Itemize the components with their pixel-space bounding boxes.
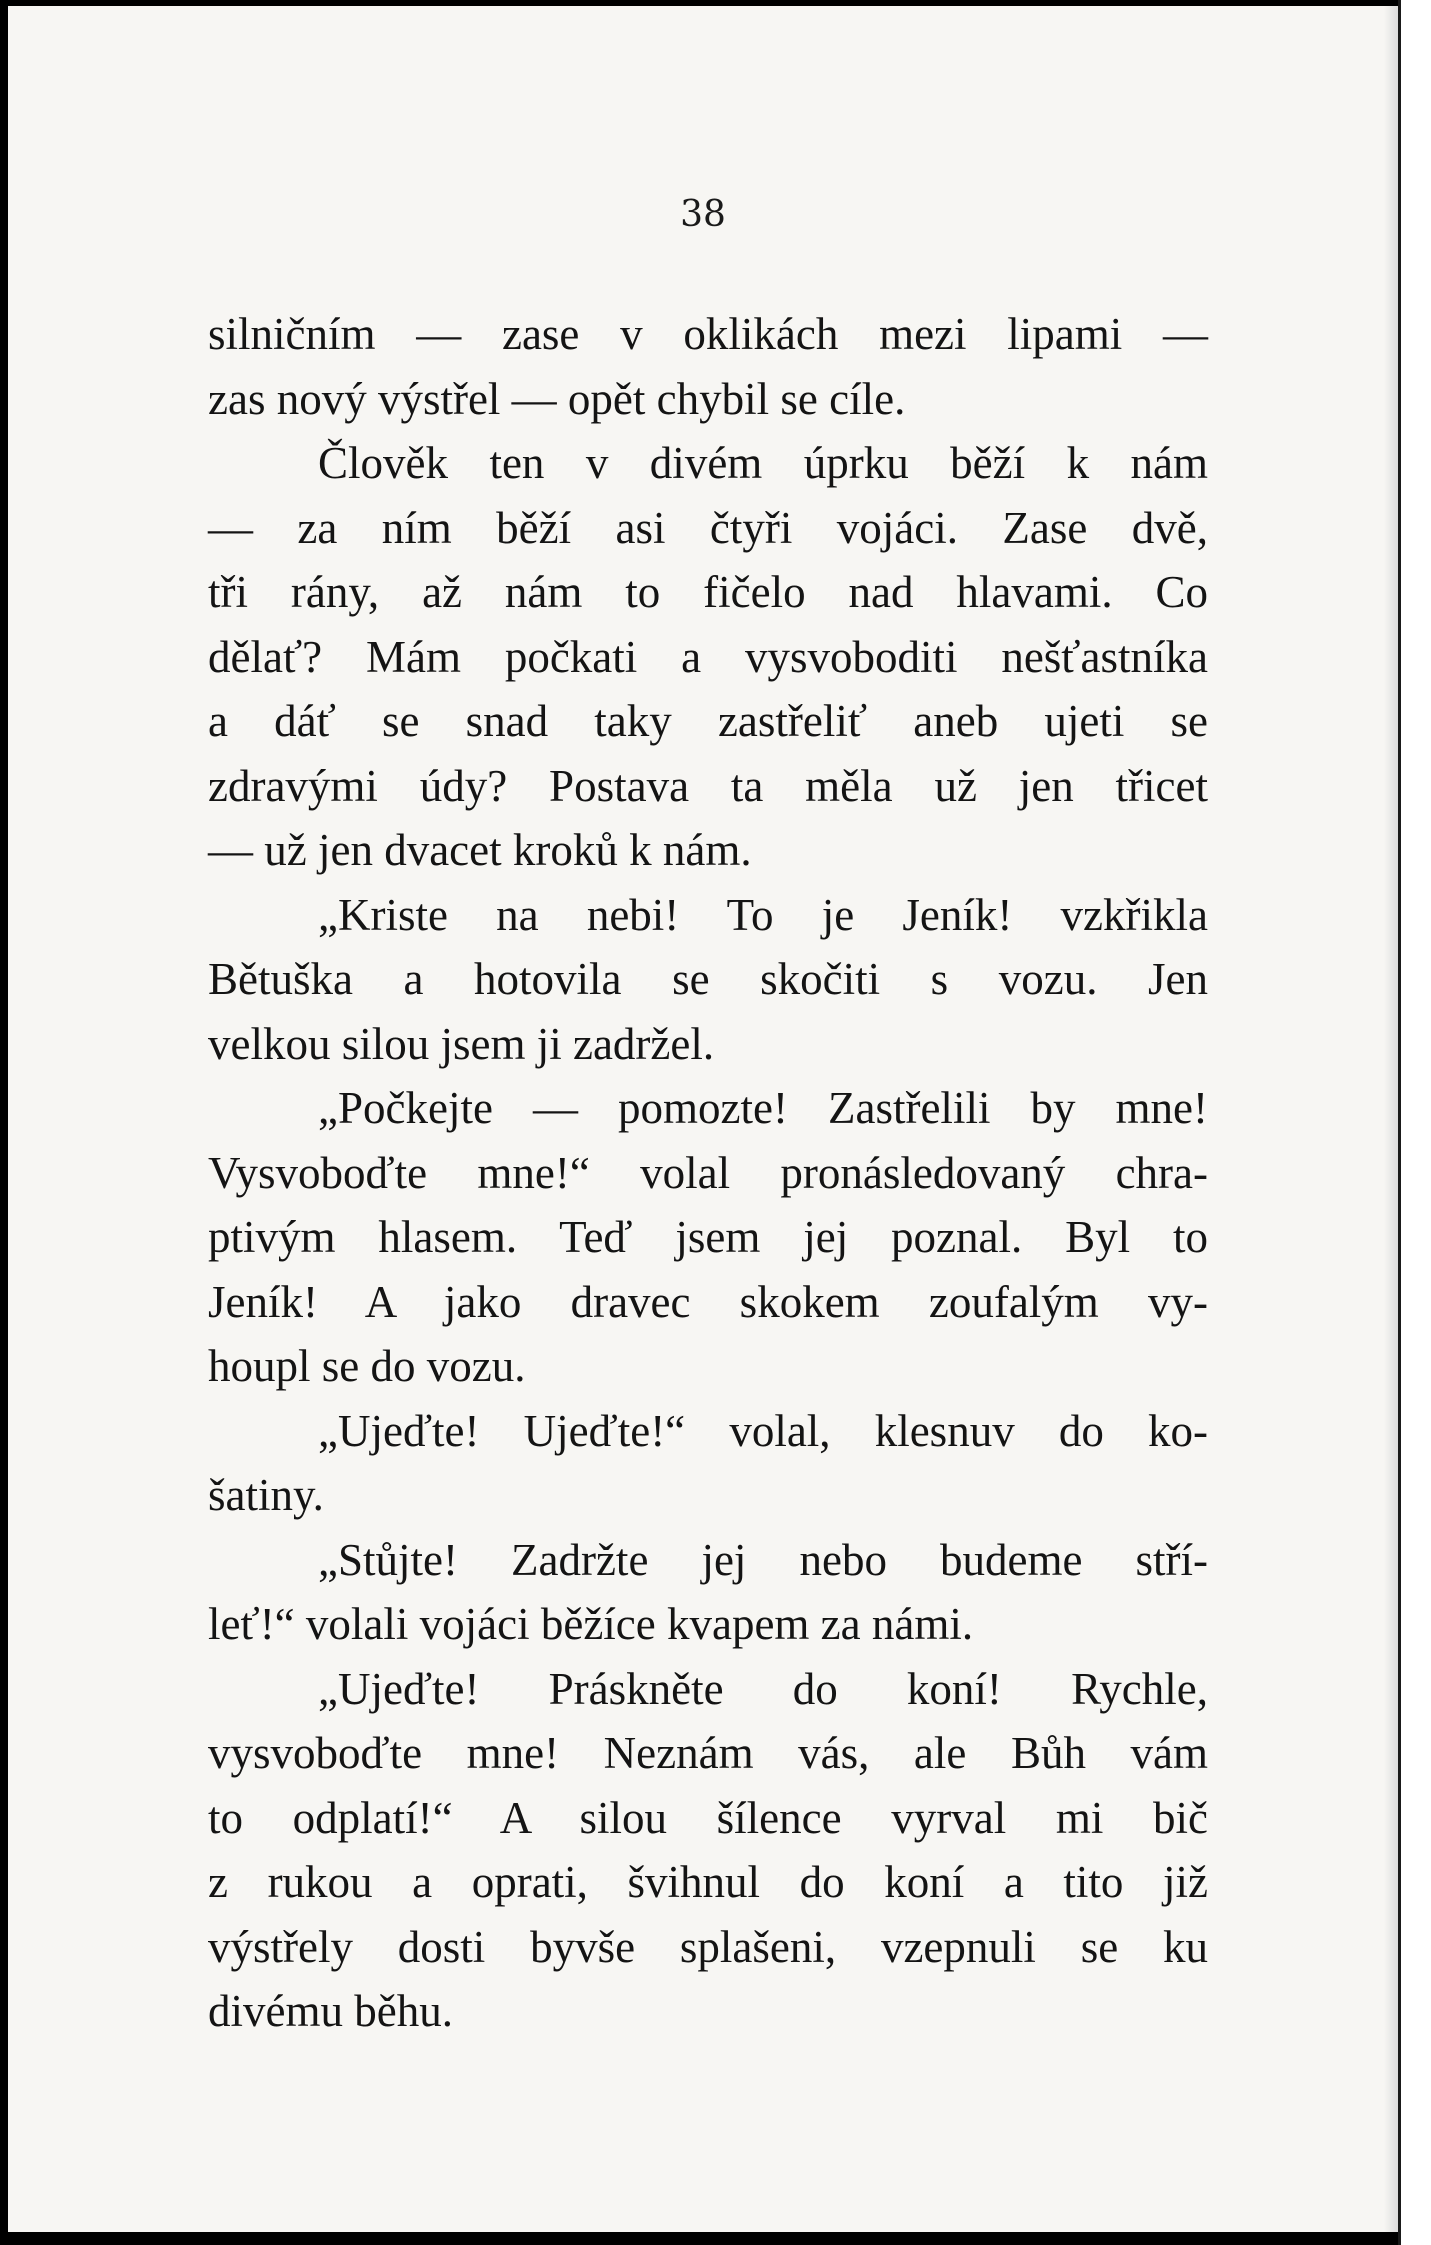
text-line: Člověk ten v divém úprku běží k nám xyxy=(318,438,1208,488)
text-line: divému běhu. xyxy=(208,1986,453,2036)
text-line: „Ujeďte! Práskněte do koní! Rychle, xyxy=(318,1663,1208,1714)
text-line: leť!“ volali vojáci běžíce kvapem za námi. xyxy=(208,1599,974,1649)
text-line: Bětuška a hotovila se skočiti s vozu. Jen xyxy=(208,954,1208,1004)
text-line: silničním — zase v oklikách mezi lipami — xyxy=(208,309,1208,359)
text-line: dělať? Mám počkati a vysvoboditi nešťastníka xyxy=(208,631,1208,682)
paragraph xyxy=(208,1657,1208,2044)
paragraph xyxy=(208,302,1208,431)
page-text xyxy=(208,302,1208,2044)
text-line: „Ujeďte! Ujeďte!“ volal, klesnuv do ko- xyxy=(318,1405,1208,1456)
book-page xyxy=(8,6,1398,2232)
text-line: „Kriste na nebi! To je Jeník! vzkřikla xyxy=(318,889,1208,940)
page-number: 38 xyxy=(680,194,726,235)
text-line: z rukou a oprati, švihnul do koní a tito již xyxy=(208,1857,1208,1907)
paragraph xyxy=(208,1399,1208,1528)
text-line: zdravými údy? Postava ta měla už jen třicet xyxy=(208,760,1208,811)
text-line: Jeník! A jako dravec skokem zoufalým vy- xyxy=(208,1276,1208,1327)
text-line: to odplatí!“ A silou šílence vyrval mi bič xyxy=(208,1792,1208,1843)
text-line: — už jen dvacet kroků k nám. xyxy=(208,825,752,875)
text-line: tři rány, až nám to fičelo nad hlavami. Co xyxy=(208,567,1208,617)
text-line: velkou silou jsem ji zadržel. xyxy=(208,1018,715,1069)
text-line: — za ním běží asi čtyři vojáci. Zase dvě, xyxy=(208,502,1208,553)
text-line: ptivým hlasem. Teď jsem jej poznal. Byl to xyxy=(208,1212,1208,1262)
text-line: „Stůjte! Zadržte jej nebo budeme stří- xyxy=(318,1534,1208,1585)
paragraph xyxy=(208,1528,1208,1657)
text-line: Vysvoboďte mne!“ volal pronásledovaný chra- xyxy=(208,1147,1208,1198)
text-line: houpl se do vozu. xyxy=(208,1341,526,1391)
paragraph xyxy=(208,431,1208,883)
text-line: zas nový výstřel — opět chybil se cíle. xyxy=(208,373,906,424)
text-line: šatiny. xyxy=(208,1470,324,1520)
text-line: a dáť se snad taky zastřeliť aneb ujeti se xyxy=(208,696,1208,746)
paragraph xyxy=(208,1076,1208,1399)
text-line: výstřely dosti byvše splašeni, vzepnuli se ku xyxy=(208,1921,1208,1972)
paragraph xyxy=(208,883,1208,1077)
text-line: „Počkejte — pomozte! Zastřelili by mne! xyxy=(318,1083,1208,1133)
text-line: vysvoboďte mne! Neznám vás, ale Bůh vám xyxy=(208,1728,1208,1778)
page-edge xyxy=(1398,0,1431,2245)
